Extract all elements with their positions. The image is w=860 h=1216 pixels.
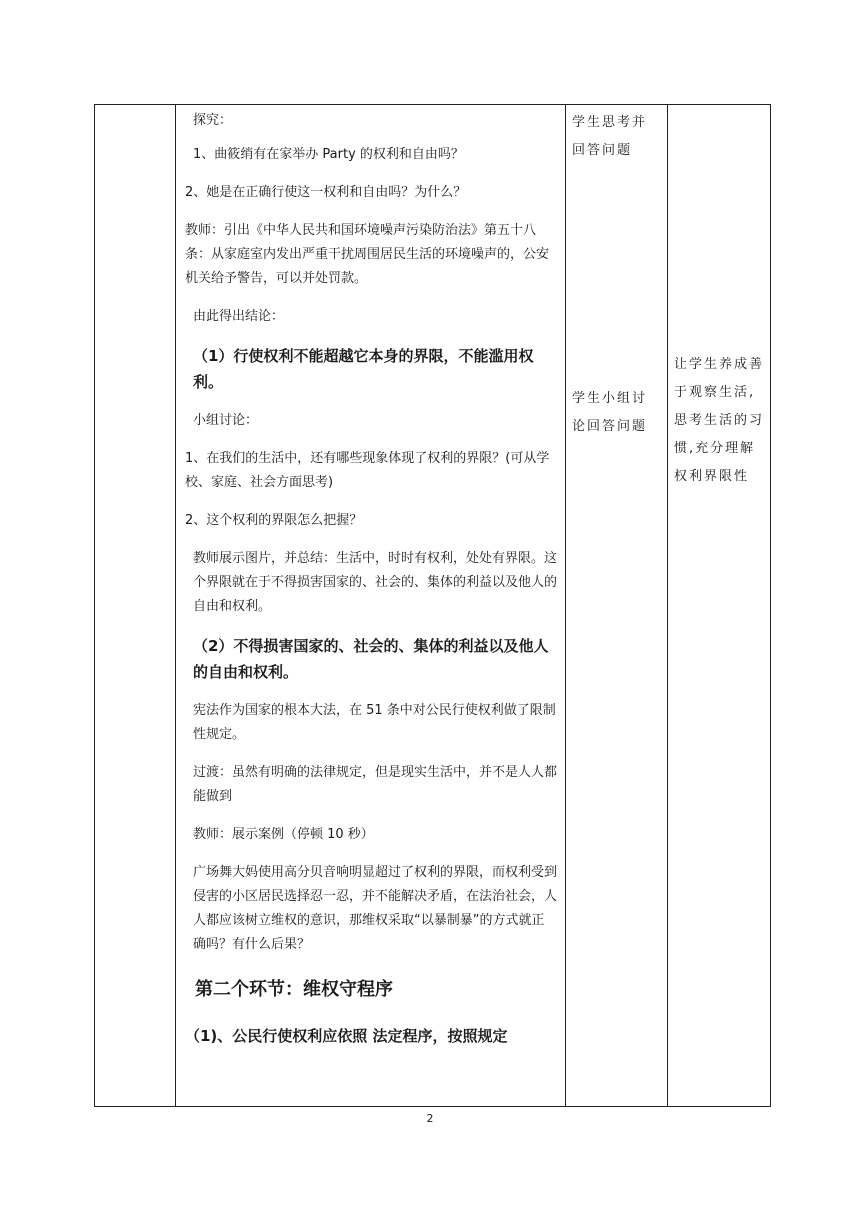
student-activity-1: 学生思考并回答问题 [572, 115, 648, 158]
design-intent-text: 让学生养成善于观察生活,思考生活的习惯,充分理解权利界限性 [674, 357, 765, 484]
student-activity-2: 学生小组讨论回答问题 [572, 391, 648, 434]
explore-label: 探究： [193, 113, 233, 128]
group-discussion-label: 小组讨论： [193, 413, 259, 428]
constitution-note: 宪法作为国家的根本大法，在 51 条中对公民行使权利做了限制性规定。 [193, 703, 556, 742]
section-column-cell [95, 105, 176, 1107]
transition-text: 过渡：虽然有明确的法律规定，但是现实生活中，并不是人人都能做到 [193, 765, 558, 804]
discussion-question-1: 1、在我们的生活中，还有哪些现象体现了权利的界限？(可从学校、家庭、社会方面思考) [185, 451, 550, 490]
teacher-summary: 教师展示图片，并总结：生活中，时时有权利，处处有界限。这个界限就在于不得损害国家的、社会的、集体的利益以及他人的自由和权利。 [193, 551, 558, 614]
design-intent-cell [668, 105, 771, 1107]
student-activity-cell [566, 105, 668, 1107]
procedure-point-1: （1)、公民行使权利应依照 法定程序，按照规定 [185, 1027, 508, 1045]
section-heading: 第二个环节：维权守程序 [195, 979, 393, 1000]
conclusion-1: （1）行使权利不能超越它本身的界限，不能滥用权利。 [193, 347, 534, 391]
conclusion-2: （2）不得损害国家的、社会的、集体的利益以及他人的自由和权利。 [193, 637, 549, 681]
table-row [95, 105, 771, 1107]
teacher-case: 教师：展示案例（停顿 10 秒） [193, 827, 374, 842]
page-number: 2 [426, 1112, 434, 1125]
case-description: 广场舞大妈使用高分贝音响明显超过了权利的界限，而权利受到侵害的小区居民选择忍一忍，并不能解决矛盾，在法治社会，人人都应该树立维权的意识，那维权采取“以暴制暴”的方式就正确吗？有什么后果？ [193, 865, 558, 952]
discussion-question-2: 2、这个权利的界限怎么把握？ [185, 513, 363, 528]
lesson-plan-table [94, 104, 771, 1107]
question-2: 2、她是在正确行使这一权利和自由吗？为什么？ [185, 185, 467, 200]
teacher-law-citation: 教师：引出《中华人民共和国环境噪声污染防治法》第五十八条：从家庭室内发出严重干扰周围居民生活的环境噪声的，公安机关给予警告，可以并处罚款。 [185, 223, 550, 286]
teaching-process-cell [176, 105, 566, 1107]
conclusion-intro: 由此得出结论： [193, 309, 285, 324]
question-1: 1、曲筱绡有在家举办 Party 的权利和自由吗？ [193, 147, 464, 162]
